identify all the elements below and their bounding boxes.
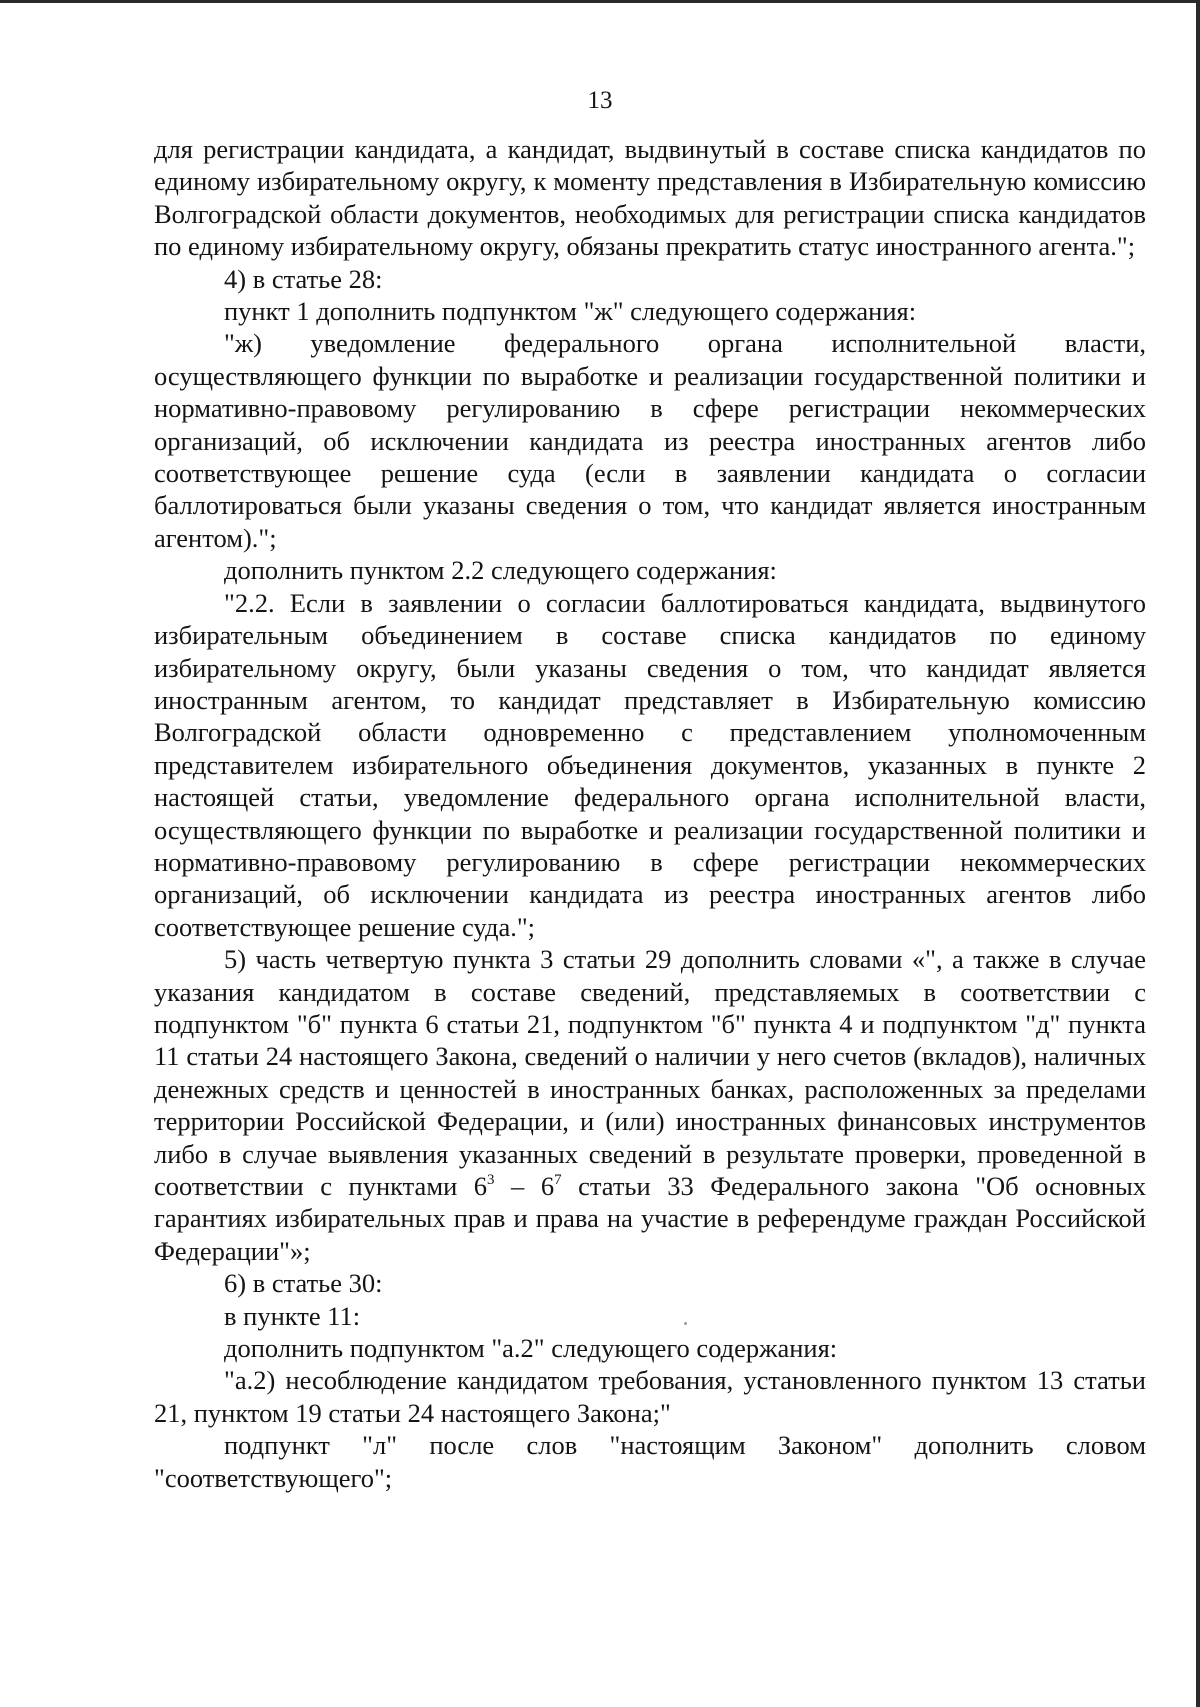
paragraph-continuation: для регистрации кандидата, а кандидат, выдвинутый в составе списка кандидатов по единому избирательному округу, к моменту представления в Избирательную комиссию Волгоградской области документов, необходимых для регистрации списка кандидатов по единому избирательному округу, обязаны прекратить статус иностранного агента."; [154,134,1146,262]
paragraph-subpoint-a2: "а.2) несоблюдение кандидатом требования, установленного пунктом 13 статьи 21, пунктом 19 статьи 24 настоящего Закона;" [154,1365,1146,1428]
item-5-text-start: 5) часть четвертую пункта 3 статьи 29 дополнить словами «", а также в случае указания кандидатом в составе сведений, представляемых в соответствии с подпунктом "б" пункта 6 статьи 21, подпунктом "б" пункта 4 и подпунктом "д" пункта 11 статьи 24 настоящего Закона, сведений о наличии у него счетов (вкладов), наличных денежных средств и ценностей в иностранных банках, расположенных за пределами территории Российской Федерации, и (или) иностранных финансовых инструментов либо в случае выявления указанных сведений в результате проверки, проведенной в соответствии с пунктами 6 [154,944,1146,1201]
paragraph-subpoint-zh: "ж) уведомление федерального органа исполнительной власти, осуществляющего функции по выработке и реализации государственной политики и нормативно-правовому регулированию в сфере регистрации некоммерческих организаций, об исключении кандидата из реестра иностранных агентов либо соответствующее решение суда (если в заявлении кандидата о согласии баллотироваться были указаны сведения о том, что кандидат является иностранным агентом)."; [154,328,1146,553]
scan-border-right [1196,0,1200,1707]
paragraph-item-6: 6) в статье 30: [224,1268,383,1299]
paragraph-item-5 [154,943,1146,1267]
paragraph-point-1: пункт 1 дополнить подпунктом "ж" следующего содержания: [224,296,917,327]
paragraph-item-4: 4) в статье 28: [224,263,383,294]
paragraph-add-subpoint-a2: дополнить подпунктом "а.2" следующего содержания: [224,1333,838,1364]
paragraph-point-11: в пункте 11: [224,1300,361,1331]
page-number: 13 [587,87,613,114]
paragraph-point-2-2: "2.2. Если в заявлении о согласии баллотироваться кандидата, выдвинутого избирательным объединением в составе списка кандидатов по единому избирательному округу, были указаны сведения о том, что кандидат является иностранным агентом, то кандидат представляет в Избирательную комиссию Волгоградской области одновременно с представлением уполномоченным представителем избирательного объединения документов, указанных в пункте 2 настоящей статьи, уведомление федерального органа исполнительной власти, осуществляющего функции по выработке и реализации государственной политики и нормативно-правовому регулированию в сфере регистрации некоммерческих организаций, об исключении кандидата из реестра иностранных агентов либо соответствующее решение суда."; [154,587,1146,942]
paragraph-add-point-2-2: дополнить пунктом 2.2 следующего содержания: [224,555,777,586]
item-5-text-mid: – 6 [494,1171,555,1201]
scan-border-top [0,0,1200,3]
item-5-text-end: статьи 33 Федерального закона "Об основных гарантиях избирательных прав и права на участие в референдуме граждан Российской Федерации"»; [154,1171,1147,1266]
superscript-3: 3 [487,1172,495,1188]
document-body [154,133,1146,1494]
paragraph-subpoint-l: подпункт "л" после слов "настоящим Законом" дополнить словом "соответствующего"; [154,1430,1146,1493]
scan-speck [684,1322,687,1325]
superscript-7: 7 [554,1172,562,1188]
